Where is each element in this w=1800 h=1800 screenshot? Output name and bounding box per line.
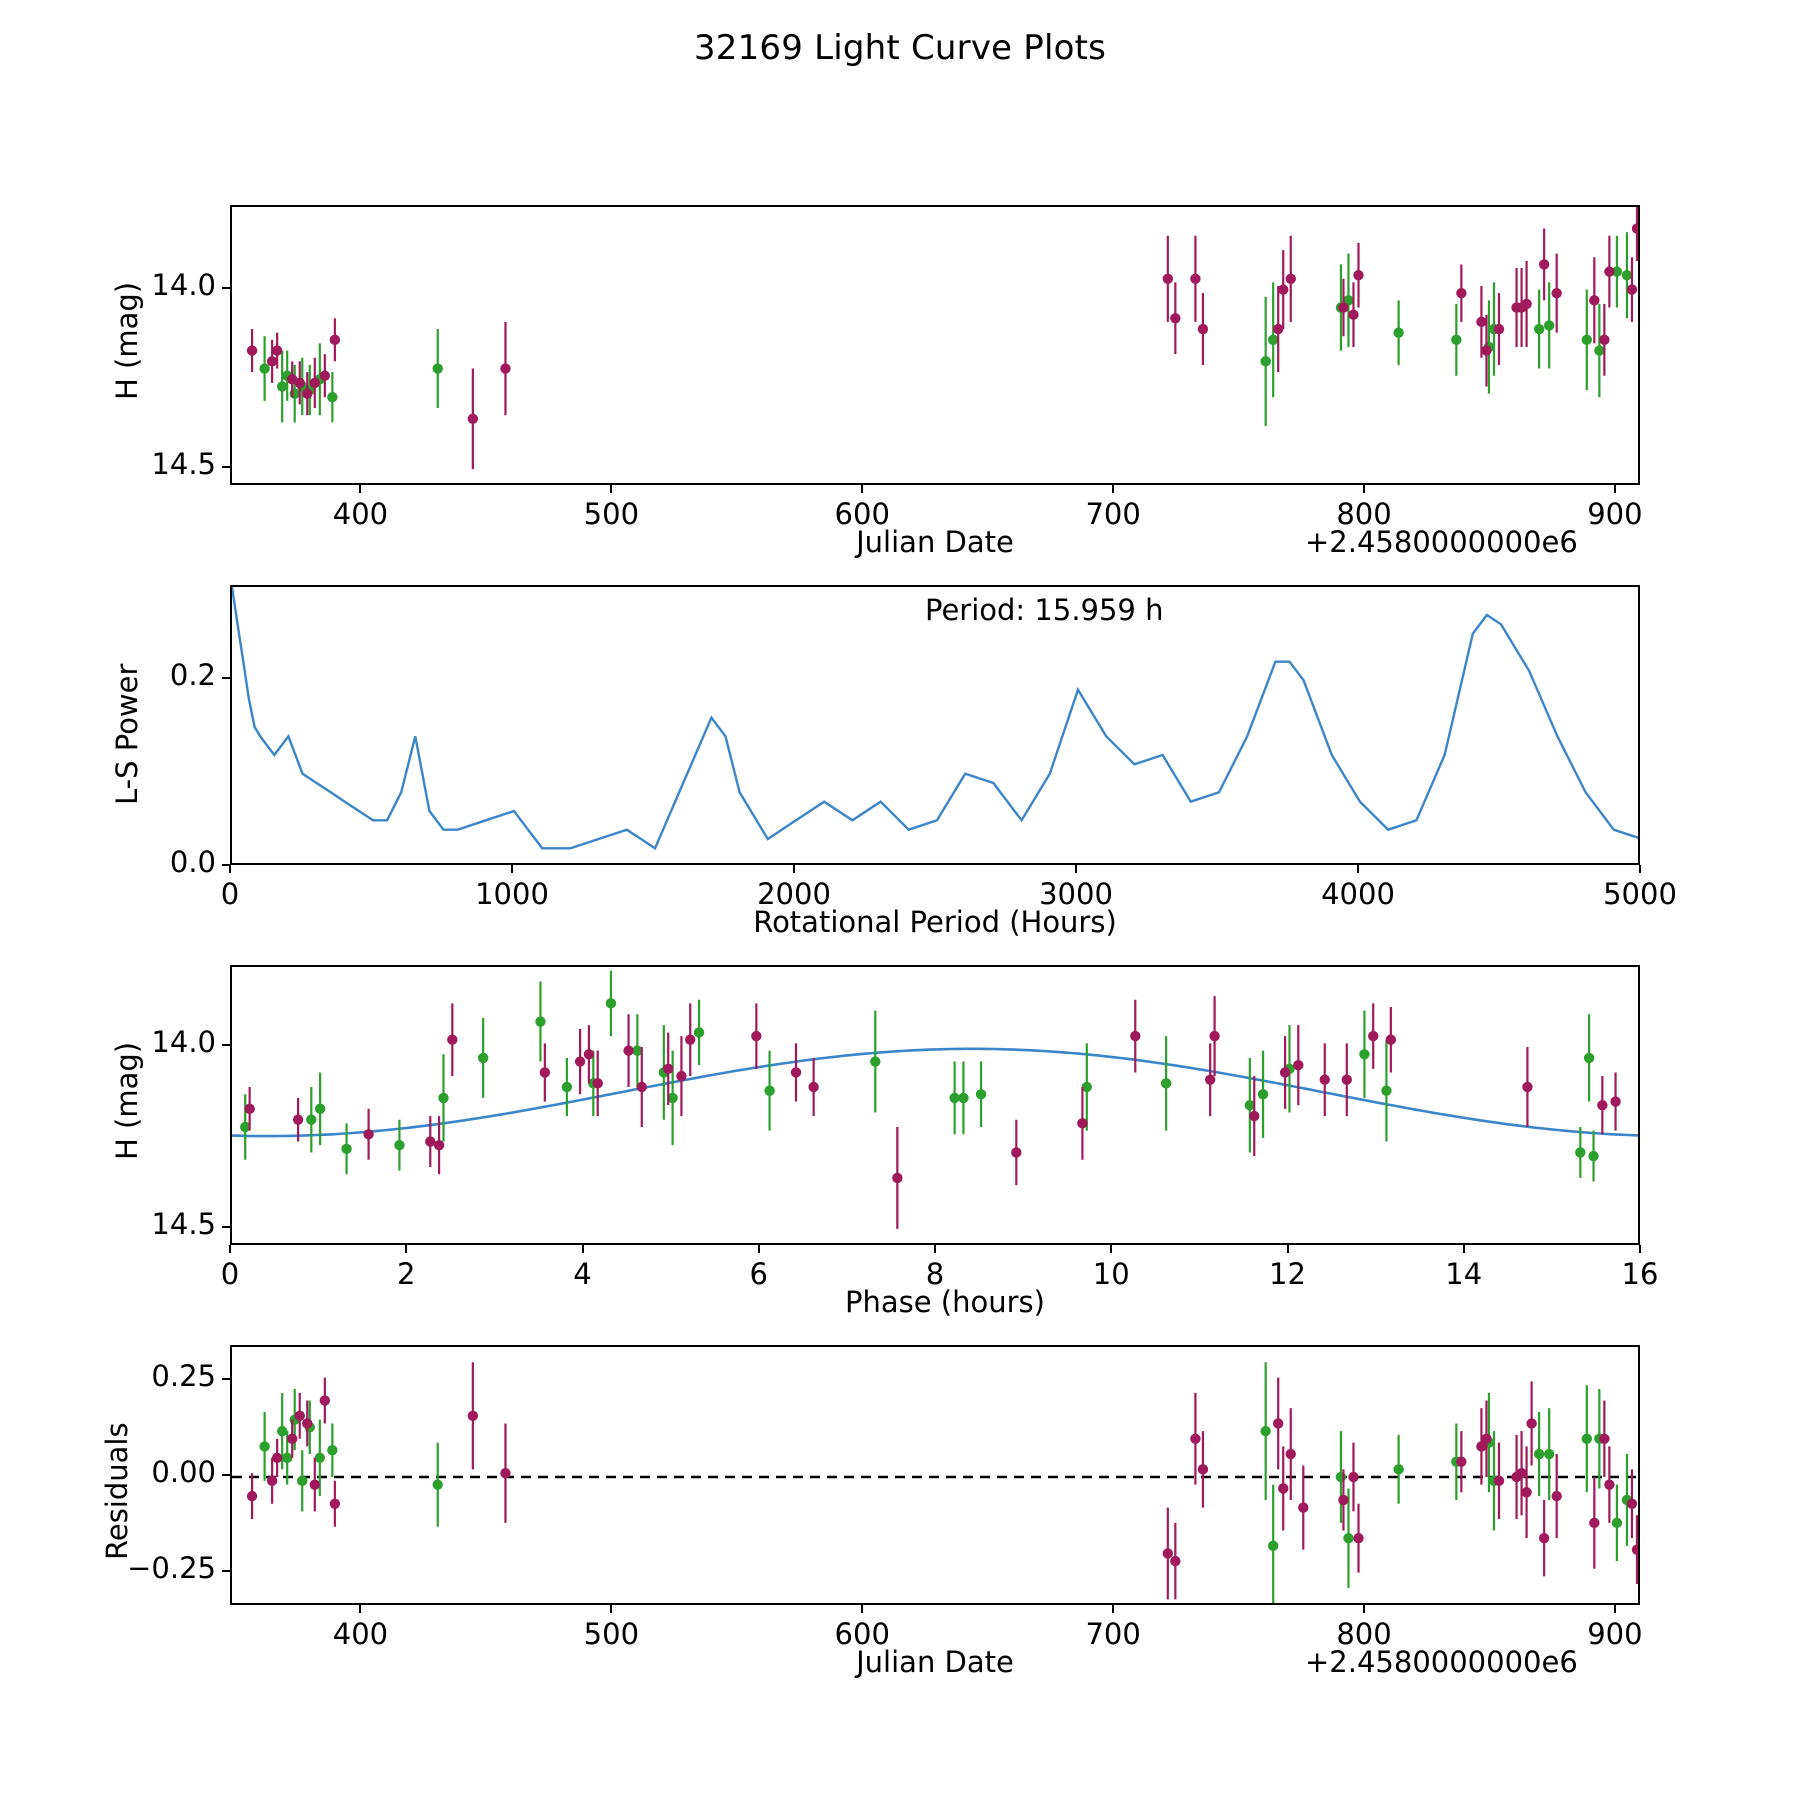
tick-label: 0.2 xyxy=(169,658,216,693)
axis-label-x-0: Julian Date xyxy=(856,525,1014,559)
plot-area-phase-folded xyxy=(232,967,1640,1245)
tick-mark xyxy=(222,287,230,289)
tick-label: 6 xyxy=(749,1257,768,1291)
tick-mark xyxy=(229,1245,231,1253)
axis-label-x-3: Julian Date xyxy=(856,1645,1014,1679)
tick-label: 600 xyxy=(834,1617,890,1651)
tick-label: 5000 xyxy=(1603,877,1677,911)
tick-mark xyxy=(222,1474,230,1476)
tick-mark xyxy=(582,1245,584,1253)
tick-mark xyxy=(1614,1605,1616,1613)
axis-label-y-2: H (mag) xyxy=(110,1041,144,1160)
tick-mark xyxy=(405,1245,407,1253)
tick-label: 14 xyxy=(1445,1257,1483,1291)
tick-label: 10 xyxy=(1092,1257,1130,1291)
period-annotation: Period: 15.959 h xyxy=(925,593,1164,627)
tick-label: 2 xyxy=(397,1257,416,1291)
tick-mark xyxy=(359,1605,361,1613)
tick-label: 700 xyxy=(1085,1617,1141,1651)
tick-mark xyxy=(861,1605,863,1613)
tick-mark xyxy=(861,485,863,493)
axes-frame-phase-folded xyxy=(230,965,1640,1245)
tick-label: 12 xyxy=(1269,1257,1306,1291)
chart-lightcurve-jd xyxy=(230,205,1640,485)
tick-label: 2000 xyxy=(757,877,831,911)
tick-label: 0.00 xyxy=(151,1455,216,1489)
tick-mark xyxy=(758,1245,760,1253)
tick-mark xyxy=(1287,1245,1289,1253)
tick-label: 800 xyxy=(1336,1617,1392,1651)
tick-mark xyxy=(1363,1605,1365,1613)
tick-label: 400 xyxy=(332,497,389,531)
tick-label: 4000 xyxy=(1321,877,1395,911)
tick-mark xyxy=(1639,865,1641,873)
tick-mark xyxy=(222,1044,230,1046)
tick-label: 0 xyxy=(220,877,240,911)
tick-mark xyxy=(793,865,795,873)
tick-mark xyxy=(222,677,230,679)
tick-label: 3000 xyxy=(1039,877,1113,911)
plot-area-residuals xyxy=(232,1347,1640,1605)
tick-label: 4 xyxy=(573,1257,592,1291)
tick-mark xyxy=(1110,1245,1112,1253)
plot-area-lightcurve-jd xyxy=(232,207,1640,485)
axes-frame-lightcurve-jd xyxy=(230,205,1640,485)
tick-label: 14.0 xyxy=(151,267,216,302)
tick-mark xyxy=(1463,1245,1465,1253)
tick-mark xyxy=(1357,865,1359,873)
tick-mark xyxy=(610,485,612,493)
tick-mark xyxy=(1112,1605,1114,1613)
tick-mark xyxy=(229,865,231,873)
tick-label: 600 xyxy=(834,497,890,531)
tick-label: 0.0 xyxy=(169,845,216,879)
tick-label: 900 xyxy=(1587,1617,1643,1651)
tick-mark xyxy=(1112,485,1114,493)
axis-offset-x-3: +2.4580000000e6 xyxy=(1305,1645,1578,1679)
axes-frame-residuals xyxy=(230,1345,1640,1605)
chart-phase-folded-lightcurve xyxy=(230,965,1640,1245)
tick-mark xyxy=(511,865,513,873)
tick-label: 16 xyxy=(1621,1257,1659,1291)
tick-label: 14.0 xyxy=(151,1025,216,1059)
chart-lomb-scargle-periodogram xyxy=(230,585,1640,865)
page-title: 32169 Light Curve Plots xyxy=(693,28,1107,68)
tick-mark xyxy=(1363,485,1365,493)
tick-mark xyxy=(222,1226,230,1228)
tick-label: 400 xyxy=(332,1617,389,1651)
axis-label-x-1: Rotational Period (Hours) xyxy=(753,905,1117,939)
tick-label: −0.25 xyxy=(127,1550,216,1585)
tick-mark xyxy=(1614,485,1616,493)
tick-label: 14.5 xyxy=(151,447,216,482)
axes-frame-periodogram xyxy=(230,585,1640,865)
tick-mark xyxy=(610,1605,612,1613)
axis-offset-x-0: +2.4580000000e6 xyxy=(1305,525,1578,559)
tick-mark xyxy=(222,1570,230,1572)
tick-mark xyxy=(934,1245,936,1253)
tick-mark xyxy=(222,1378,230,1380)
plot-area-periodogram xyxy=(232,587,1640,865)
tick-label: 500 xyxy=(583,497,640,531)
tick-label: 500 xyxy=(583,1617,640,1651)
axis-label-y-0: H (mag) xyxy=(110,281,144,400)
tick-label: 0.25 xyxy=(151,1359,216,1394)
axis-label-y-3: Residuals xyxy=(100,1422,134,1560)
axis-label-x-2: Phase (hours) xyxy=(845,1285,1045,1319)
tick-label: 700 xyxy=(1085,497,1141,531)
tick-mark xyxy=(222,466,230,468)
tick-label: 8 xyxy=(925,1257,945,1291)
tick-mark xyxy=(1075,865,1077,873)
chart-residuals-jd xyxy=(230,1345,1640,1605)
axis-label-y-1: L-S Power xyxy=(110,663,144,805)
tick-mark xyxy=(1639,1245,1641,1253)
tick-label: 0 xyxy=(220,1257,240,1291)
tick-mark xyxy=(222,864,230,866)
tick-label: 800 xyxy=(1336,497,1392,531)
tick-label: 900 xyxy=(1587,497,1643,531)
tick-mark xyxy=(359,485,361,493)
tick-label: 1000 xyxy=(475,877,549,911)
tick-label: 14.5 xyxy=(151,1206,216,1241)
